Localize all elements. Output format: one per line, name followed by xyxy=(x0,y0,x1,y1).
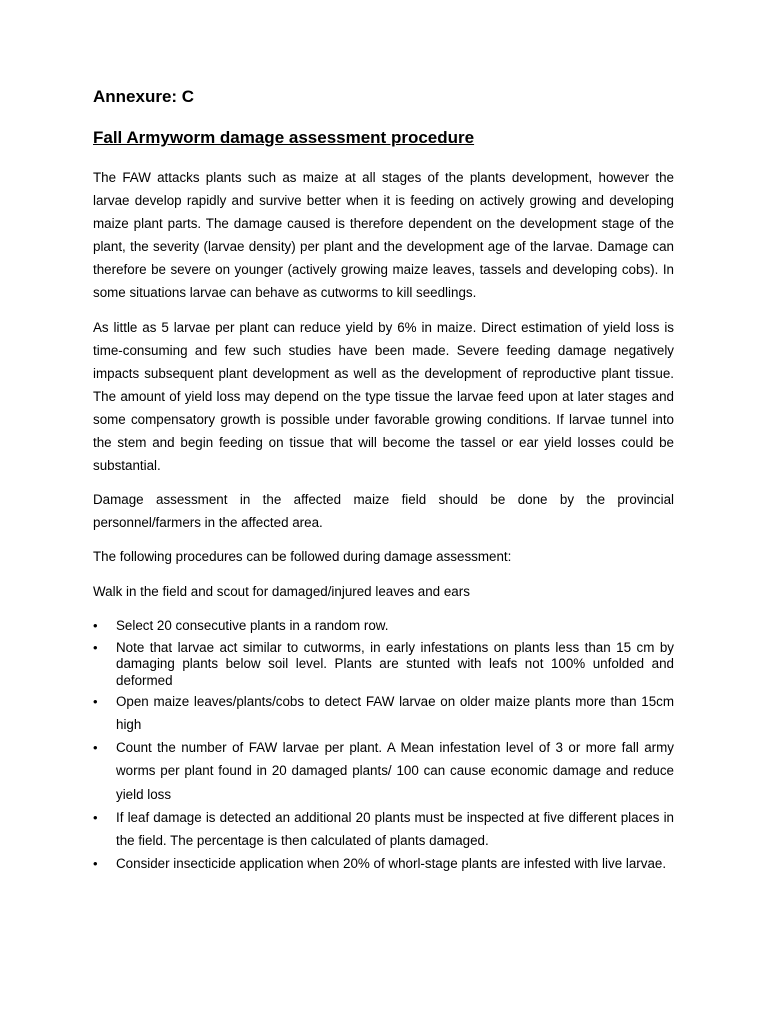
procedure-list xyxy=(93,614,674,875)
list-item-text: Select 20 consecutive plants in a random row. xyxy=(116,617,389,633)
annexure-heading: Annexure: C xyxy=(93,87,195,106)
bullet-icon: • xyxy=(93,740,98,756)
list-item xyxy=(93,736,674,805)
list-item xyxy=(93,690,674,736)
list-item xyxy=(93,640,674,690)
document-page xyxy=(93,84,674,875)
list-item xyxy=(93,614,674,637)
bullet-icon: • xyxy=(93,617,98,633)
bullet-icon: • xyxy=(93,855,98,871)
list-item-text: Open maize leaves/plants/cobs to detect FAW larvae on older maize plants more than 15cm high xyxy=(116,694,674,733)
paragraph-yield-loss: As little as 5 larvae per plant can reduce yield by 6% in maize. Direct estimation of yield loss is time-consuming and few such studies have been made. Severe feeding damage negatively impacts subsequent plant development as well as the development of reproductive plant tissue. The amount of yield loss may depend on the type tissue the larvae feed upon at later stages and some compensatory growth is possible under favorable growing conditions. If larvae tunnel into the stem and begin feeding on tissue that will become the tassel or ear yield losses could be substantial. xyxy=(93,319,674,474)
paragraph-walk-field: Walk in the field and scout for damaged/injured leaves and ears xyxy=(93,583,470,599)
bullet-icon: • xyxy=(93,809,98,825)
paragraph-procedures-intro: The following procedures can be followed during damage assessment: xyxy=(93,549,512,565)
list-item-text: If leaf damage is detected an additional 20 plants must be inspected at five different places in the field. The percentage is then calculated of plants damaged. xyxy=(116,809,674,848)
list-item-text: Consider insecticide application when 20% of whorl-stage plants are infested with live larvae. xyxy=(116,855,667,871)
paragraph-faw-attacks: The FAW attacks plants such as maize at all stages of the plants development, however the larvae develop rapidly and survive better when it is feeding on actively growing and developing maize plant parts. The damage caused is therefore dependent on the development stage of the plant, the severity (larvae density) per plant and the development age of the larvae. Damage can therefore be severe on younger (actively growing maize leaves, tassels and developing cobs). In some situations larvae can behave as cutworms to kill seedlings. xyxy=(93,170,674,301)
list-item-text: Note that larvae act similar to cutworms, in early infestations on plants less than 15 cm by damaging plants below soil level. Plants are stunted with leafs not 100% unfolded and deformed xyxy=(116,639,674,688)
bullet-icon: • xyxy=(93,694,98,710)
bullet-icon: • xyxy=(93,639,98,655)
list-item-text: Count the number of FAW larvae per plant. A Mean infestation level of 3 or more fall army worms per plant found in 20 damaged plants/ 100 can cause economic damage and reduce yield loss xyxy=(116,740,674,802)
document-title: Fall Armyworm damage assessment procedure xyxy=(93,128,475,147)
paragraph-assessment-personnel: Damage assessment in the affected maize field should be done by the provincial personnel/farmers in the affected area. xyxy=(93,492,674,531)
list-item xyxy=(93,852,674,875)
list-item xyxy=(93,806,674,852)
